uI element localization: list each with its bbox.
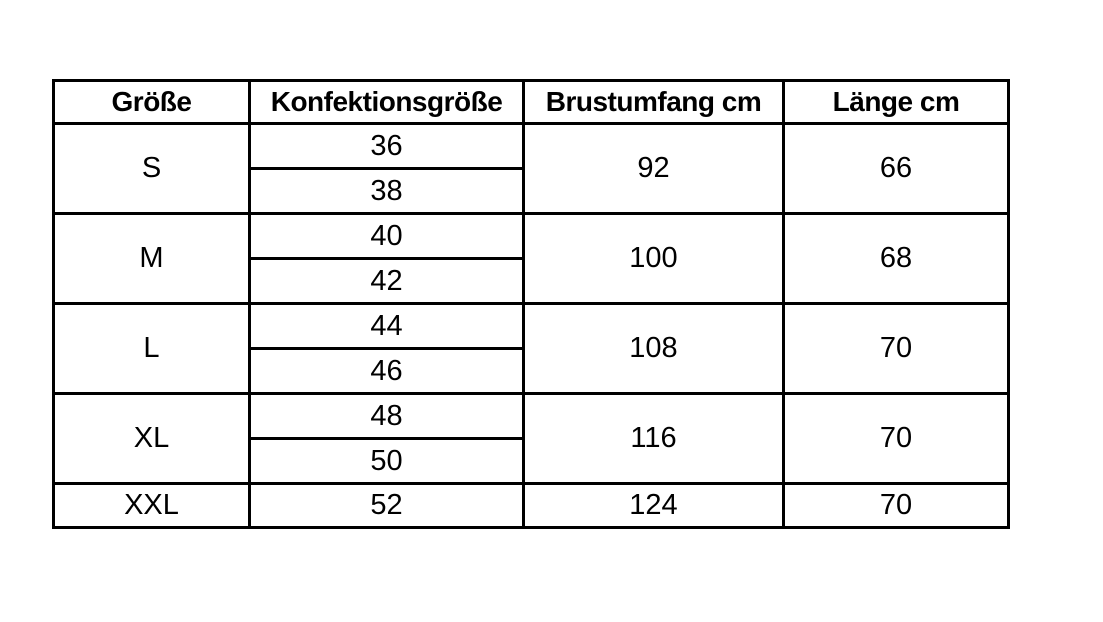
cell-laenge: 66	[784, 124, 1009, 214]
size-chart-table	[52, 79, 1010, 529]
cell-groesse: XXL	[54, 484, 250, 528]
table-row-xxl	[54, 484, 1009, 528]
cell-konfektion: 48	[250, 394, 524, 439]
header-laenge: Länge cm	[784, 81, 1009, 124]
cell-konfektion: 50	[250, 439, 524, 484]
cell-groesse: L	[54, 304, 250, 394]
cell-konfektion: 44	[250, 304, 524, 349]
cell-konfektion: 52	[250, 484, 524, 528]
cell-konfektion: 38	[250, 169, 524, 214]
cell-konfektion: 36	[250, 124, 524, 169]
header-groesse: Größe	[54, 81, 250, 124]
cell-laenge: 70	[784, 394, 1009, 484]
cell-laenge: 68	[784, 214, 1009, 304]
table-row-m	[54, 214, 1009, 259]
header-row	[54, 81, 1009, 124]
cell-brustumfang: 92	[524, 124, 784, 214]
cell-laenge: 70	[784, 484, 1009, 528]
cell-brustumfang: 108	[524, 304, 784, 394]
cell-brustumfang: 124	[524, 484, 784, 528]
header-konfektionsgroesse: Konfektionsgröße	[250, 81, 524, 124]
cell-konfektion: 42	[250, 259, 524, 304]
table-row-l	[54, 304, 1009, 349]
cell-groesse: M	[54, 214, 250, 304]
cell-konfektion: 46	[250, 349, 524, 394]
cell-laenge: 70	[784, 304, 1009, 394]
header-brustumfang: Brustumfang cm	[524, 81, 784, 124]
cell-groesse: S	[54, 124, 250, 214]
cell-brustumfang: 100	[524, 214, 784, 304]
table-row-s	[54, 124, 1009, 169]
cell-brustumfang: 116	[524, 394, 784, 484]
table-row-xl	[54, 394, 1009, 439]
cell-groesse: XL	[54, 394, 250, 484]
cell-konfektion: 40	[250, 214, 524, 259]
